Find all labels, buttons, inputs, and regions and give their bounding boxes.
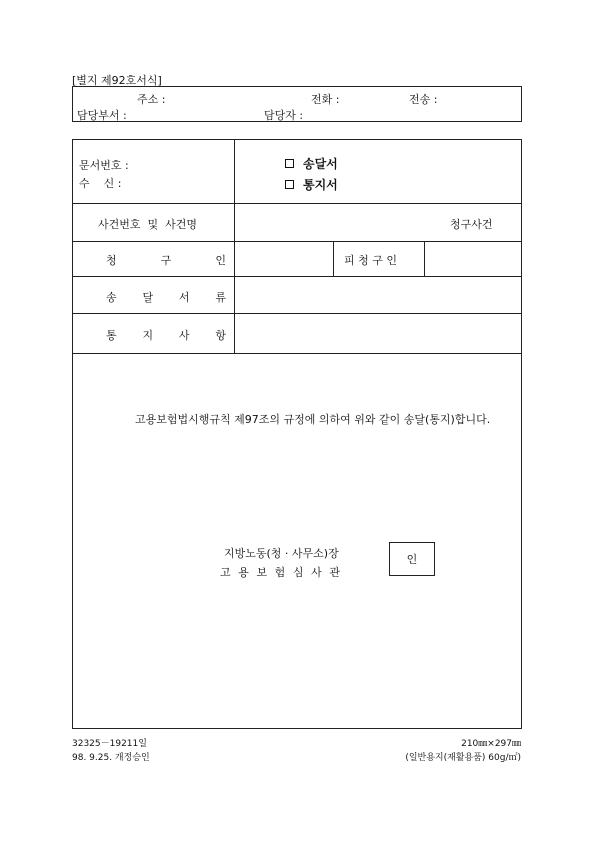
respondent-label: 피 청 구 인 xyxy=(344,254,397,267)
signer-office: 지방노동(청 · 사무소)장 xyxy=(224,547,339,560)
option-delivery[interactable] xyxy=(285,155,338,172)
paper-type: (일반용지(재활용품) 60g/㎡) xyxy=(405,753,521,763)
column-divider xyxy=(424,241,425,276)
signer-title: 고 용 보 험 심 사 관 xyxy=(220,566,340,579)
address-label: 주소 : xyxy=(137,93,166,106)
seal-label: 인 xyxy=(406,553,418,566)
row-divider xyxy=(73,203,521,204)
documents-label: 송 달 서 류 xyxy=(106,291,226,304)
checkbox-icon[interactable] xyxy=(285,159,294,168)
doc-number-label: 문서번호 : xyxy=(79,159,129,172)
body-text: 고용보험법시행규칙 제97조의 규정에 의하여 위와 같이 송달(통지)합니다. xyxy=(135,413,491,426)
form-label: [별지 제92호서식] xyxy=(72,74,162,87)
case-value: 청구사건 xyxy=(450,218,493,231)
department-label: 담당부서 : xyxy=(77,109,127,122)
paper-size: 210㎜×297㎜ xyxy=(461,739,521,749)
form-code: 32325－19211일 xyxy=(72,739,147,749)
checkbox-icon[interactable] xyxy=(285,180,294,189)
case-label: 사건번호 및 사건명 xyxy=(98,218,197,231)
main-form xyxy=(72,139,522,729)
seal-box xyxy=(389,542,435,576)
sender-info-box xyxy=(72,86,522,122)
recipient-label: 수 신 : xyxy=(79,177,122,190)
option-notice[interactable] xyxy=(285,176,338,193)
claimant-label: 청 구 인 xyxy=(106,254,226,267)
row-divider xyxy=(73,353,521,354)
option-delivery-label: 송달서 xyxy=(303,157,338,171)
column-divider xyxy=(333,241,334,276)
phone-label: 전화 : xyxy=(311,93,340,106)
manager-label: 담당자 : xyxy=(264,109,304,122)
row-divider xyxy=(73,241,521,242)
notice-items-label: 통 지 사 항 xyxy=(106,329,226,342)
option-notice-label: 통지서 xyxy=(303,178,338,192)
approval-date: 98. 9.25. 개정승인 xyxy=(72,753,150,763)
row-divider xyxy=(73,313,521,314)
row-divider xyxy=(73,276,521,277)
column-divider xyxy=(234,140,235,353)
fax-label: 전송 : xyxy=(409,93,438,106)
